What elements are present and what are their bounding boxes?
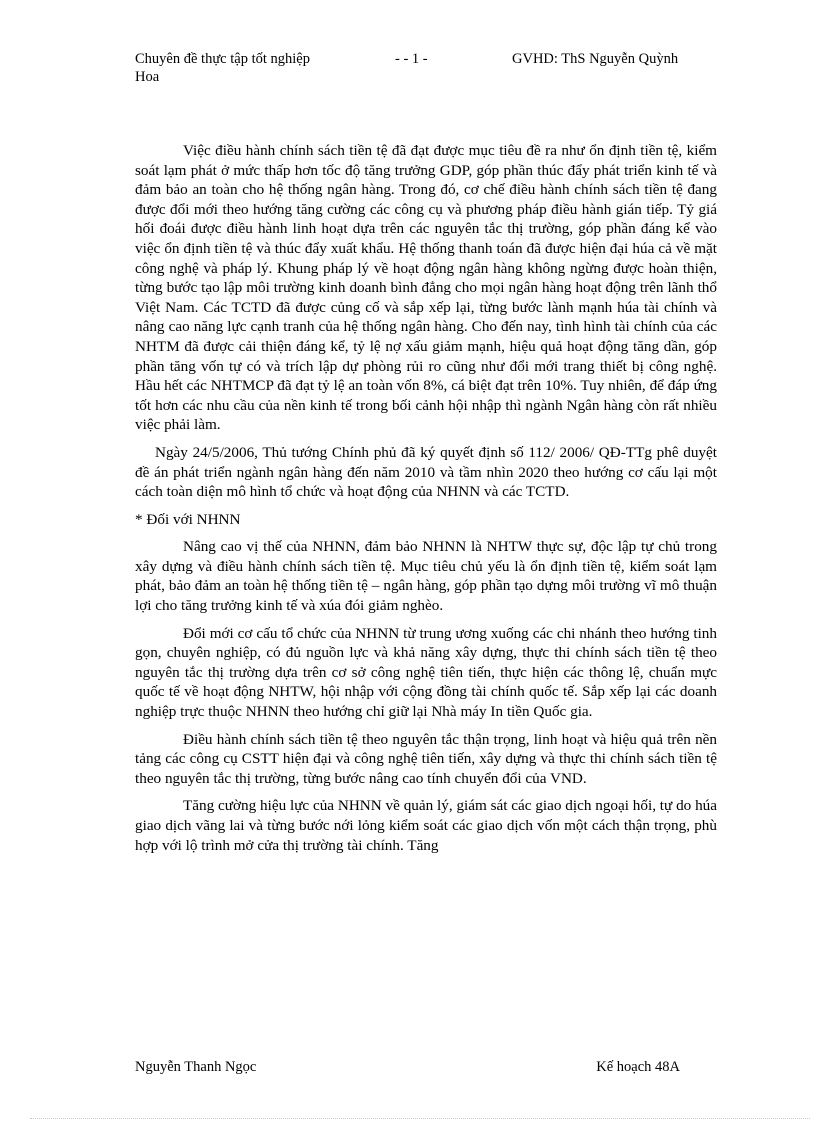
header-advisor: GVHD: ThS Nguyễn Quỳnh [512,51,679,67]
page-bottom-rule [30,1118,810,1119]
paragraph-nhnn-restructure: Đổi mới cơ cấu tổ chức của NHNN từ trung ương xuống các chi nhánh theo hướng tinh gọn, chuyên nghiệp, có đủ nguồn lực và khả năng xây dựng, thực thi chính sách tiền tệ theo nguyên tắc thị trường dựa trên cơ sở công nghệ tiên tiến, thực hiện các thông lệ, chuẩn mực quốc tế về hoạt động NHTW, hội nhập với cộng đồng tài chính quốc tế. Sắp xếp lại các doanh nghiệp trực thuộc NHNN theo hướng chỉ giữ lại Nhà máy In tiền Quốc gia. [135,624,717,721]
paragraph-monetary-policy: Điều hành chính sách tiền tệ theo nguyên tắc thận trọng, linh hoạt và hiệu quả trên nền tảng các công cụ CSTT hiện đại và công nghệ tiên tiến, xây dựng và thực thi chính sách tiền tệ theo nguyên tắc thị trường, từng bước nâng cao tính chuyển đổi của VND. [135,730,717,787]
footer-author: Nguyễn Thanh Ngọc [135,1059,257,1075]
paragraph-overview: Việc điều hành chính sách tiền tệ đã đạt được mục tiêu đề ra như ổn định tiền tệ, kiểm soát lạm phát ở mức thấp hơn tốc độ tăng trưởng GDP, góp phần thúc đẩy phát triển kinh tế và đảm bảo an toàn cho hệ thống ngân hàng. Trong đó, cơ chế điều hành chính sách tiền tệ đang được đổi mới theo hướng tăng cường các công cụ và phương pháp điều hành gián tiếp. Tỷ giá hối đoái được điều hành linh hoạt dựa trên các nguyên tắc thị trường, góp phần đáng kể vào việc ổn định tiền tệ và thúc đẩy xuất khẩu. Hệ thống thanh toán đã được hiện đại húa cả về mặt công nghệ và pháp lý. Khung pháp lý về hoạt động ngân hàng không ngừng được hoàn thiện, từng bước tạo lập môi trường kinh doanh bình đẳng cho mọi ngân hàng hoạt động trên lãnh thổ Việt Nam. Các TCTD đã được củng cố và sắp xếp lại, từng bước lành mạnh húa tài chính và nâng cao năng lực cạnh tranh của hệ thống ngân hàng. Cho đến nay, tình hình tài chính của các NHTM đã được cải thiện đáng kể, tỷ lệ nợ xấu giảm mạnh, hiệu quả hoạt động tăng dần, góp phần tăng vốn tự có và trích lập dự phòng rủi ro cũng như đổi mới trang thiết bị công nghệ. Hầu hết các NHTMCP đã đạt tỷ lệ an toàn vốn 8%, cá biệt đạt trên 10%. Tuy nhiên, để đáp ứng tốt hơn các nhu cầu của nền kinh tế trong bối cảnh hội nhập thì ngành Ngân hàng còn rất nhiều việc phải làm. [135,142,717,434]
header-page-number: - - 1 - [395,51,428,67]
footer-class: Kế hoạch 48A [596,1059,680,1075]
document-body [135,141,717,863]
paragraph-decision: Ngày 24/5/2006, Thủ tướng Chính phủ đã ký quyết định số 112/ 2006/ QĐ-TTg phê duyệt đề án phát triển ngành ngân hàng đến năm 2010 và tầm nhìn 2020 theo hướng cơ cấu lại một cách toàn diện mô hình tổ chức và hoạt động của NHNN và các TCTD. [135,443,717,501]
paragraph-nhnn-position: Nâng cao vị thế của NHNN, đảm bảo NHNN là NHTW thực sự, độc lập tự chủ trong xây dựng và điều hành chính sách tiền tệ. Mục tiêu chủ yếu là ổn định tiền tệ, kiểm soát lạm phát, bảo đảm an toàn hệ thống tiền tệ – ngân hàng, góp phần tạo dựng môi trường vĩ mô thuận lợi cho tăng trưởng kinh tế và xúa đói giảm nghèo. [135,538,717,615]
header-advisor-wrap: Hoa [135,69,160,85]
section-heading-nhnn: * Đối với NHNN [135,510,241,528]
paragraph-forex-supervision: Tăng cường hiệu lực của NHNN về quản lý, giám sát các giao dịch ngoại hối, tự do húa giao dịch vãng lai và từng bước nới lỏng kiểm soát các giao dịch vốn một cách thận trọng, phù hợp với lộ trình mở cửa thị trường tài chính. Tăng [135,797,717,854]
header-title: Chuyên đề thực tập tốt nghiệp [135,51,310,67]
